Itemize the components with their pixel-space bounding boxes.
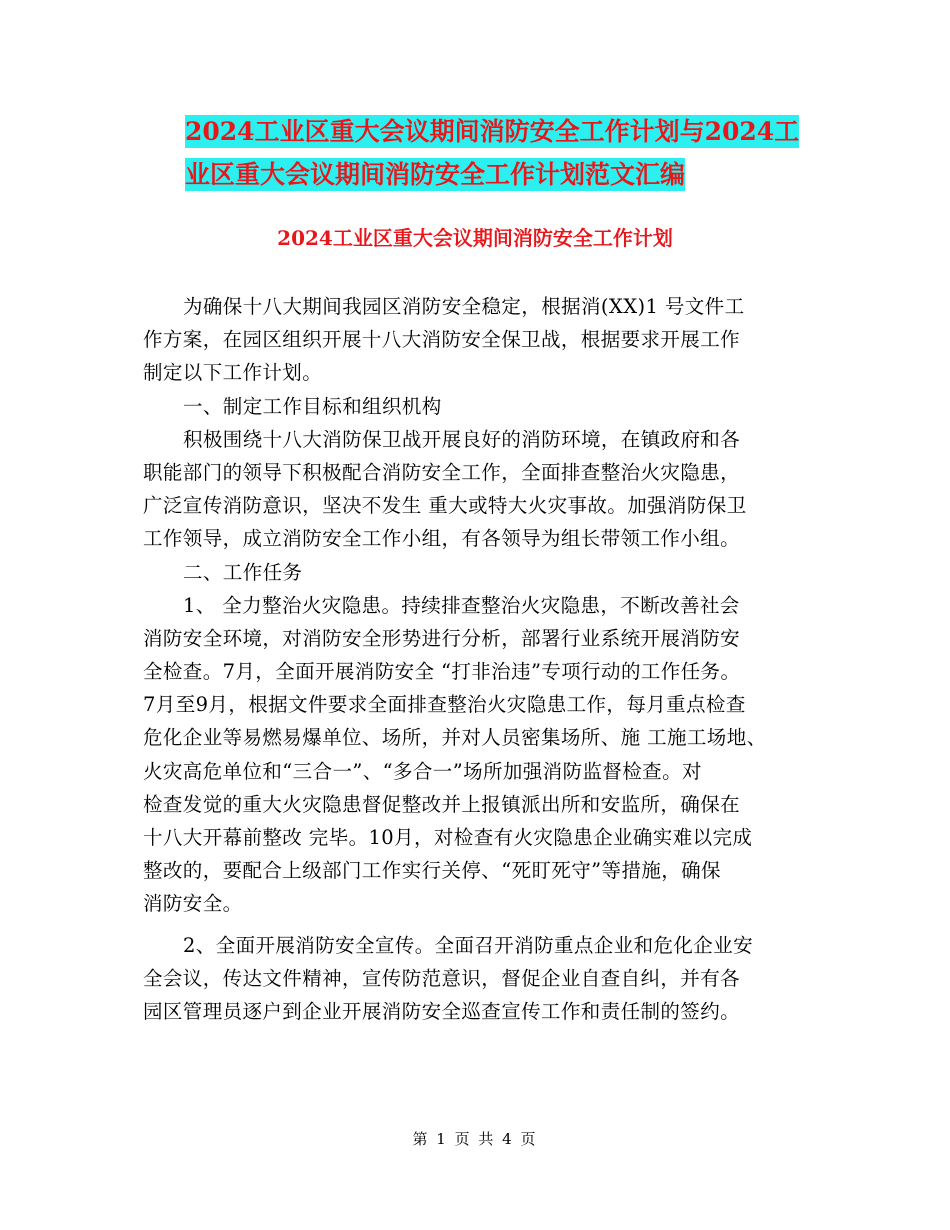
paragraph-line: 作方案，在园区组织开展十八大消防安全保卫战，根据要求开展工作 [143,328,741,352]
section-title: 2024工业区重大会议期间消防安全工作计划 [277,226,673,250]
paragraph-line: 为确保十八大期间我园区消防安全稳定，根据消(XX)1 号文件工 [183,295,745,318]
paragraph-line: 全会议，传达文件精神，宣传防范意识，督促企业自查自纠，并有各 [143,966,741,990]
paragraph-line: 职能部门的领导下积极配合消防安全工作，全面排查整治火灾隐患， [143,460,741,484]
paragraph-line: 整改的，要配合上级部门工作实行关停、“死盯死守”等措施，确保 [143,859,721,883]
paragraph-line: 积极围绕十八大消防保卫战开展良好的消防环境，在镇政府和各 [183,427,741,451]
document-body [143,290,815,1028]
paragraph-line: 园区管理员逐户到企业开展消防安全巡查宣传工作和责任制的签约。 [143,999,741,1023]
paragraph-line: 消防安全环境，对消防安全形势进行分析，部署行业系统开展消防安 [143,626,741,650]
section-heading: 一、制定工作目标和组织机构 [183,394,442,418]
document-title [140,110,820,196]
paragraph-line: 2、全面开展消防安全宣传。全面召开消防重点企业和危化企业安 [183,933,754,957]
paragraph-line: 广泛宣传消防意识，坚决不发生 重大或特大火灾事故。加强消防保卫 [143,494,747,518]
paragraph-line: 1、 全力整治火灾隐患。持续排查整治火灾隐患，不断改善社会 [183,593,740,617]
paragraph-line: 7月至9月，根据文件要求全面排查整治火灾隐患工作，每月重点检查 [143,693,746,717]
paragraph-line: 工作领导，成立消防安全工作小组，有各领导为组长带领工作小组。 [143,527,741,551]
paragraph-line: 消防安全。 [143,892,243,916]
paragraph-line: 危化企业等易燃易爆单位、场所，并对人员密集场所、施 工施工场地、 [143,726,767,750]
paragraph-line: 制定以下工作计划。 [143,361,323,385]
paragraph-line: 火灾高危单位和“三合一”、“多合一”场所加强消防监督检查。对 [143,759,702,783]
page-number-footer: 第 1 页 共 4 页 [412,1130,538,1148]
document-title-line-2: 业区重大会议期间消防安全工作计划范文汇编 [185,160,686,189]
document-title-line-1: 2024工业区重大会议期间消防安全工作计划与2024工 [185,117,800,146]
paragraph-line: 十八大开幕前整改 完毕。10月，对检查有火灾隐患企业确实难以完成 [143,826,753,849]
paragraph-line: 检查发觉的重大火灾隐患督促整改并上报镇派出所和安监所，确保在 [143,792,741,816]
paragraph-line: 全检查。7月，全面开展消防安全 “打非治违”专项行动的工作任务。 [143,660,741,684]
section-heading: 二、工作任务 [183,560,303,584]
